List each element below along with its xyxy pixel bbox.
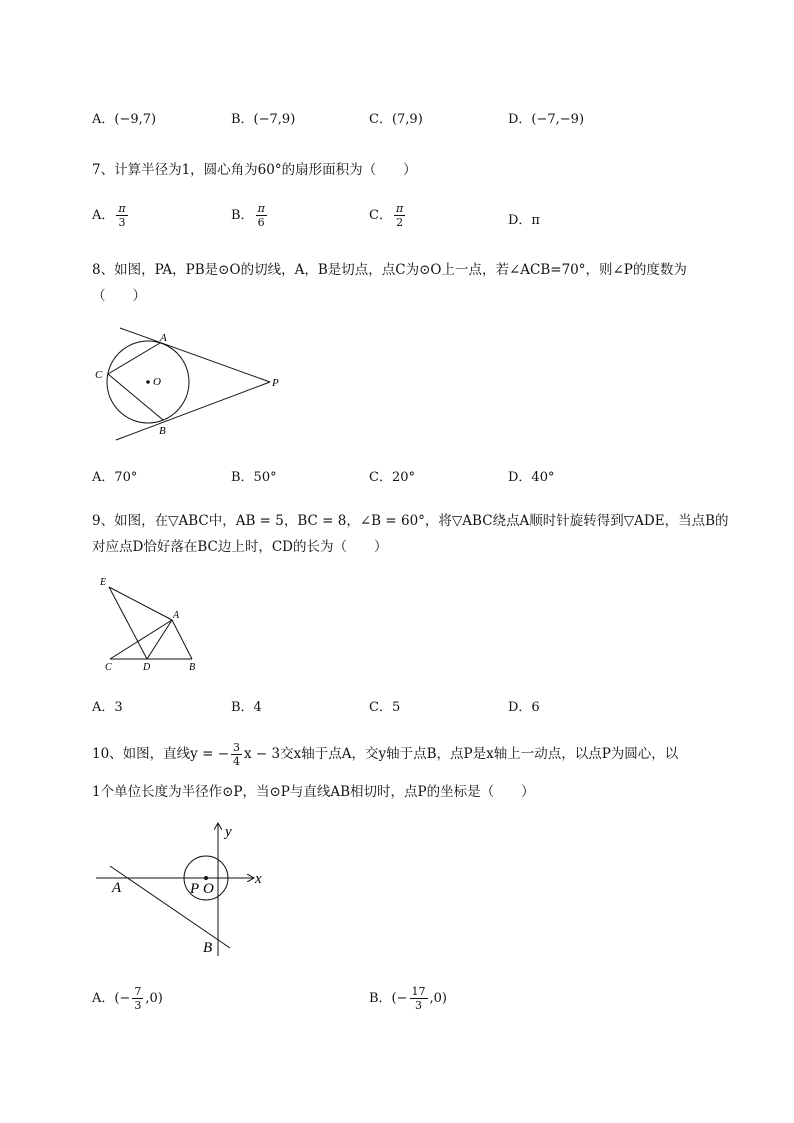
q8-circle-tangent-figure xyxy=(90,322,290,447)
q9-segment-ab xyxy=(172,620,192,659)
q8-chord-ca xyxy=(108,343,160,374)
q8-option-c[interactable]: C．20° xyxy=(369,470,415,485)
q8-text-line1: 8、如图，PA，PB是⊙O的切线，A，B是切点，点C为⊙O上一点，若∠ACB=70°，则∠P的度数为 xyxy=(92,262,687,278)
q9-option-a[interactable]: A．3 xyxy=(92,700,123,715)
q10-option-b[interactable] xyxy=(369,986,447,1011)
q10-label-y: y xyxy=(225,824,232,840)
q7-c-denominator: 2 xyxy=(396,216,404,229)
q10-b-numerator: 17 xyxy=(411,985,426,998)
q10-text-line1 xyxy=(92,739,678,769)
q10-label-a: A xyxy=(112,880,122,896)
q10-coordinate-figure xyxy=(90,818,275,960)
q9-label-d: D xyxy=(143,662,151,672)
q10-label-b: B xyxy=(203,940,213,956)
q10-line1-post: x − 3交x轴于点A，交y轴于点B，点P是x轴上一动点，以点P为圆心，以 xyxy=(244,746,679,762)
q7-b-denominator: 6 xyxy=(257,216,265,229)
q7-option-a-fraction xyxy=(116,203,127,228)
q10-a-denominator: 3 xyxy=(134,999,142,1012)
q8-label-c: C xyxy=(95,369,103,381)
q8-label-b: B xyxy=(159,425,166,437)
q8-text-line2: （ ） xyxy=(92,288,146,304)
q10-a-fraction xyxy=(132,986,143,1011)
q8-label-p: P xyxy=(272,377,279,389)
q10-label-x: x xyxy=(255,871,262,887)
q9-segment-ad xyxy=(147,620,172,659)
q7-a-denominator: 3 xyxy=(118,216,126,229)
q9-text-line1: 9、如图，在▽ABC中，AB = 5，BC = 8，∠B = 60°，将▽ABC绕点A顺时针旋转得到▽ADE，当点B的 xyxy=(92,513,729,529)
q9-label-c: C xyxy=(105,662,112,672)
q7-option-c-prefix: C． xyxy=(369,208,392,223)
q7-option-c-fraction xyxy=(394,203,405,228)
q7-option-a-prefix: A． xyxy=(92,208,115,223)
q10-slope-fraction xyxy=(231,742,242,767)
q9-label-a: A xyxy=(173,610,180,621)
q8-tangent-line-pa xyxy=(120,328,270,382)
q10-point-p-dot xyxy=(204,876,208,880)
q7-option-b-prefix: B． xyxy=(231,208,254,223)
q7-a-numerator: π xyxy=(118,202,126,215)
q7-option-a[interactable] xyxy=(92,203,130,228)
q9-option-b[interactable]: B．4 xyxy=(231,700,262,715)
q10-b-pre: B．(− xyxy=(369,991,408,1006)
q8-option-a[interactable]: A．70° xyxy=(92,470,138,485)
q9-text-line2: 对应点D恰好落在BC边上时，CD的长为（ ） xyxy=(92,539,388,555)
q9-label-b: B xyxy=(189,662,196,672)
q10-a-post: ,0) xyxy=(145,991,163,1006)
q6-option-c[interactable]: C．(7,9) xyxy=(369,112,423,127)
q9-rotation-figure xyxy=(96,574,208,672)
q10-a-pre: A．(− xyxy=(92,991,131,1006)
q10-b-denominator: 3 xyxy=(415,999,423,1012)
q7-option-d[interactable]: D．π xyxy=(508,213,540,228)
q7-option-b[interactable] xyxy=(231,203,269,228)
q7-b-numerator: π xyxy=(257,202,265,215)
q7-c-numerator: π xyxy=(395,202,404,215)
q8-option-d[interactable]: D．40° xyxy=(508,470,555,485)
q10-label-o: O xyxy=(203,881,214,897)
q6-option-b[interactable]: B．(−7,9) xyxy=(231,112,296,127)
q8-label-a: A xyxy=(160,332,167,344)
q7-option-b-fraction xyxy=(256,203,267,228)
q8-tangent-line-pb xyxy=(116,382,270,440)
q9-label-e: E xyxy=(100,577,107,588)
q10-b-post: ,0) xyxy=(429,991,448,1006)
q6-option-d[interactable]: D．(−7,−9) xyxy=(508,112,585,127)
q10-label-p: P xyxy=(190,881,200,897)
q9-option-d[interactable]: D．6 xyxy=(508,700,540,715)
q8-label-o: O xyxy=(153,376,161,388)
q7-option-c[interactable] xyxy=(369,203,407,228)
q10-slope-numerator: 3 xyxy=(233,741,241,754)
q6-option-a[interactable]: A．(−9,7) xyxy=(92,112,157,127)
q10-line1-pre: 10、如图，直线y = − xyxy=(92,746,230,762)
q9-segment-ac xyxy=(110,620,172,659)
q7-text: 7、计算半径为1，圆心角为60°的扇形面积为（ ） xyxy=(92,162,417,178)
q8-center-dot xyxy=(146,380,150,384)
q9-option-c[interactable]: C．5 xyxy=(369,700,401,715)
q10-slope-denominator: 4 xyxy=(233,755,241,768)
q10-option-a[interactable] xyxy=(92,986,163,1011)
q8-option-b[interactable]: B．50° xyxy=(231,470,277,485)
q10-b-fraction xyxy=(410,986,428,1011)
q10-text-line2: 1个单位长度为半径作⊙P，当⊙P与直线AB相切时，点P的坐标是（ ） xyxy=(92,784,535,800)
q9-segment-ea xyxy=(109,587,172,620)
q10-a-numerator: 7 xyxy=(134,985,142,998)
